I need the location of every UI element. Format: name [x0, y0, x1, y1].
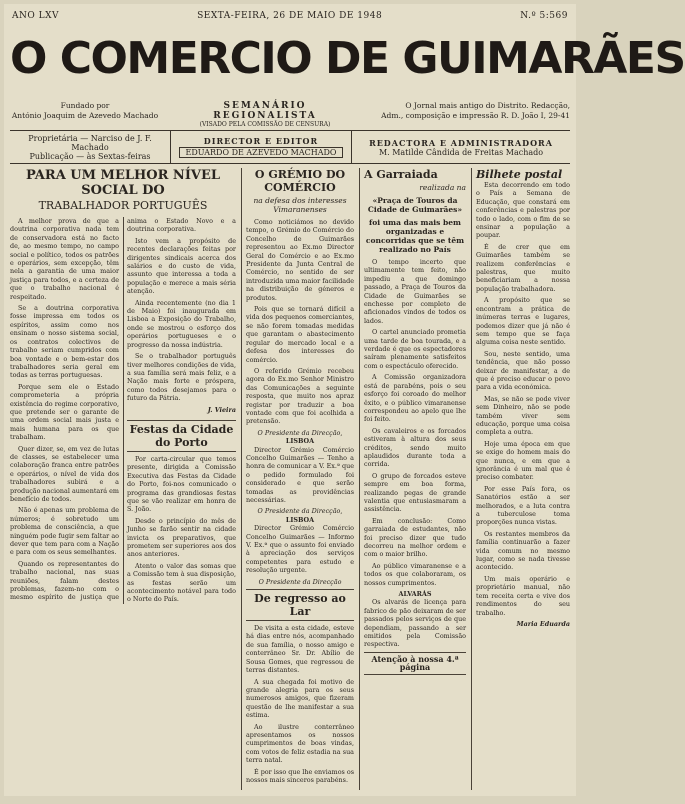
paragraph: Porque sem ele o Estado comprometeria a própria existência do regime corporativo, que pretende ser o garante de uma ordem social mais justa e mais humana para os que trabalham. — [10, 382, 119, 442]
garraiada-lead: foi uma das mais bem organizadas e concorridas que se têm realizado no País — [365, 218, 465, 254]
paragraph: Quando os representantes do trabalho nacional, nas suas reuniões, falam destes problemas, fazem-no com o mesmo espírito de justiça que anima o Estado Novo e a doutrina corporativa. — [10, 217, 236, 602]
article-bilhete — [476, 168, 570, 790]
paragraph: O referido Grémio recebeu agora do Ex.mo Senhor Ministro das Comunicações a seguinte resposta, que muito nos apraz registar por traduzir a boa vontade com que foi acolhida a pretensão. — [246, 366, 354, 426]
paragraph: Como noticiámos no devido tempo, o Grémio do Comércio do Concelho de Guimarães representou ao Ex.mo Director Geral do Comércio e ao Ex.mo Presidente da Junta Central de Comércio, no sentido de ser introduzida uma maior facilidade na distribuição de géneros e produtos. — [246, 218, 354, 302]
redaction-block — [352, 131, 570, 163]
column-rule — [359, 168, 360, 790]
oldest-note: O Jornal mais antigo do Distrito. Redacção, — [405, 101, 570, 110]
paragraph: A melhor prova de que a doutrina corporativa nada tem de conservadora está no facto de, ao mesmo tempo, no campo social e político, todos os patrões e operários, sem excepção, têm nela a garantia de uma maior justiça para todos, e a certeza de que o trabalho nacional é respeitado. — [10, 217, 119, 301]
dateline: LISBOA — [285, 437, 315, 446]
type-label: SEMANÁRIO REGIONALISTA — [213, 101, 317, 121]
festas-box — [127, 420, 236, 452]
director-name: EDUARDO DE AZEVEDO MACHADO — [179, 147, 343, 158]
paragraph: Por esse País fora, os Sanatórios estão a ser melhorados, e a luta contra a tuberculose toma proporções nunca vistas. — [476, 484, 570, 527]
paragraph: Os alvarás de licença para fabrico de pão deixaram de ser passados pelos serviços de que dependiam, passando a ser emitidos pela Comissão respectiva. — [364, 598, 466, 649]
gremio-signature: O Presidente da Direcção, — [257, 507, 343, 516]
paragraph: Quer dizer, se, em vez de lutas de classes, se estabelecer uma colaboração franca entre patrões e operários, o nível de vida dos trabalhadores subirá e a produção nacional aumentará em benefício de todos. — [10, 444, 119, 503]
publication-day: Publicação — às Sextas-feiras — [29, 151, 151, 161]
owner-block — [10, 131, 170, 163]
regresso-box — [246, 589, 354, 621]
festas-title: Festas da Cidade do Porto — [129, 422, 234, 449]
paragraph: Esta decorrendo em todo o País a Semana de Educação, que constará em conferências e palestras por todo o lado, com o fim de se ensinar a população a poupar. — [476, 181, 570, 240]
founder-name: António Joaquim de Azevedo Machado — [11, 111, 159, 120]
article-gremio — [246, 168, 354, 790]
paragraph: Ao público vimaranense e a todos os que colaboraram, os nossos cumprimentos. — [364, 561, 466, 587]
paragraph: O cartel anunciado prometia uma tarde de boa tourada, e a verdade é que os espectadores saíram plenamente satisfeitos com o espectáculo oferecido. — [364, 328, 466, 370]
article-garraiada — [364, 168, 466, 790]
gremio-signature: O Presidente da Direcção, — [257, 428, 343, 437]
column-rule — [471, 168, 472, 790]
issue-date: SEXTA-FEIRA, 26 DE MAIO DE 1948 — [197, 11, 383, 21]
paragraph: Hoje uma época em que se exige do homem mais do que nunca, e em que a ignorância é um mal que é preciso combater. — [476, 439, 570, 482]
paragraph: O tempo incerto que ultimamente tem feito, não impediu a que domingo passado, a Praça de Touros da Cidade de Guimarães se enchesse por completo de aficionados vindos de todos os lados. — [364, 258, 466, 325]
regresso-title: De regresso ao Lar — [254, 592, 346, 619]
article-main — [10, 168, 236, 790]
paragraph: Os restantes membros da família continuarão a fazer vida comum no mesmo lugar, como se nada tivesse acontecido. — [476, 529, 570, 572]
paragraph: É de crer que em Guimarães também se realizem conferências e palestras, que muito beneficiariam a nossa população trabalhadora. — [476, 242, 570, 293]
paragraph: Ainda recentemente (no dia 1 de Maio) foi inaugurada em Lisboa a Exposição do Trabalho, onde se mostrou o esforço dos operários portugueses e o progresso da nossa indústria. — [127, 298, 236, 349]
bilhete-title: Bilhete postal — [476, 168, 563, 181]
article-main-subtitle: TRABALHADOR PORTUGUÊS — [38, 199, 208, 212]
paragraph: Director Grémio Comércio Concelho Guimarães — Tenho a honra de comunicar a V. Ex.ª que o pedido formulado foi considerado e que serão tomadas as providências necessárias. — [246, 445, 354, 504]
paragraph: Isto vem a propósito de recentes declarações feitas por dirigentes sindicais acerca dos salários e do custo de vida, assunto que interessa a toda a população e merece a mais séria atenção. — [127, 236, 236, 296]
director-block — [170, 131, 352, 163]
article-main-signature: J. Vieira — [207, 405, 236, 414]
paragraph: Director Grémio Comércio Concelho Guimarães — Informo V. Ex.ª que o assunto foi enviado à apreciação dos serviços competentes para estudo e resolução urgente. — [246, 524, 354, 575]
paragraph: Ao ilustre conterrâneo apresentamos os nossos cumprimentos de boas vindas, com votos de feliz estadia na sua terra natal. — [246, 722, 354, 765]
gremio-subtitle: na defesa dos interesses Vimaranenses — [253, 196, 347, 214]
paragraph: Sou, neste sentido, uma tendência, que não posso deixar de manifestar, a de que é preciso educar o povo para a vida económica. — [476, 349, 570, 392]
redaction-name: M. Matilde Cândida de Freitas Machado — [378, 147, 544, 157]
header-line — [12, 8, 568, 24]
paragraph: Se o trabalhador português tiver melhores condições de vida, a sua família será mais feliz, e a Nação mais forte e próspera, como todos desejamos para o futuro da Pátria. — [127, 352, 236, 403]
issue-number: N.º 5:569 — [520, 11, 568, 21]
address-note: Adm., composição e impressão R. D. João I, 29-41 — [381, 111, 570, 120]
newspaper-page — [4, 4, 685, 796]
paragraph: Atento o valor das somas que a Comissão tem à sua disposição, as festas serão um acontecimento notável para todo o Norte do País. — [127, 561, 236, 604]
paragraph: A sua chegada foi motivo de grande alegria para os seus numerosos amigos, que fizeram questão de lhe manifestar a sua estima. — [246, 677, 354, 720]
paragraph: O grupo de forcados esteve sempre em boa forma, realizando pegas de grande valentia que entusiasmaram a assistência. — [364, 471, 466, 514]
type-note: (VISADO PELA COMISSÃO DE CENSURA) — [199, 121, 331, 128]
paragraph: Não é apenas um problema de números; é sobretudo um problema de consciência, a que ninguém pode fugir sem faltar ao dever que tem para com a Nação e para com os seus semelhantes. — [10, 506, 119, 557]
owner: Proprietária — Narciso de J. F. Machado — [28, 133, 152, 152]
paragraph: Por carta-circular que temos presente, dirigida a Comissão Executiva das Festas da Cidade do Porto, foi-nos comunicado o programa das grandiosas festas que se vão realizar em honra de S. João. — [127, 454, 236, 514]
paragraph: Mas, se não se pode viver sem Dinheiro, não se pode também viver sem educação, porque uma coisa completa a outra. — [476, 394, 570, 437]
article-main-title: PARA UM MELHOR NÍVEL SOCIAL DO — [25, 168, 221, 198]
gremio-title: O GRÉMIO DO COMÉRCIO — [254, 168, 346, 194]
paragraph: Um mais operário e proprietário manual, não tem receita certa e vive dos rendimentos do seu trabalho. — [476, 574, 570, 617]
paragraph: É por isso que lhe enviamos os nossos mais sinceros parabéns. — [246, 767, 354, 784]
masthead-title: O COMERCIO DE GUIMARÃES — [10, 33, 685, 84]
article-main-headline — [10, 168, 236, 213]
redaction-label: REDACTORA E ADMINISTRADORA — [369, 137, 553, 148]
paragraph: Pois que se tornará difícil a vida dos pequenos comerciantes, se não forem tomadas medidas que garantam o abastecimento regular do mercado local e a defesa dos interesses do comércio. — [246, 305, 354, 364]
paragraph: A propósito que se encontram a prática de inúmeras terras e lugares, podemos dizer que já não é sem tempo que se faça alguma coisa neste sentido. — [476, 296, 570, 347]
year: ANO LXV — [12, 11, 59, 21]
garraiada-subtitle: realizada na — [419, 183, 466, 192]
paragraph: A Comissão organizadora está de parabéns, pois o seu esforço foi coroado do melhor êxito, e o público vimaranense correspondeu ao apelo que lhe foi feito. — [364, 373, 466, 424]
director-label: DIRECTOR E EDITOR — [203, 135, 319, 146]
column-rule — [241, 168, 242, 790]
dateline: LISBOA — [285, 515, 315, 524]
page-notice: Atenção à nossa 4.ª página — [364, 652, 466, 675]
paragraph: De visita a esta cidade, esteve há dias entre nós, acompanhado de sua família, o nosso amigo e conterrâneo Sr. Dr. Abílio de Sousa Gomes, que regressou de terras distantes. — [246, 624, 354, 675]
paragraph: Desde o princípio do mês de Junho se farão sentir na cidade invicta os preparativos, que prometem ser superiores aos dos anos anteriores. — [127, 516, 236, 559]
gremio-signature: O Presidente da Direcção — [258, 577, 342, 586]
info-bar — [10, 130, 570, 164]
garraiada-title: A Garraiada — [364, 168, 438, 181]
alvaras-title: ALVARÁS — [398, 590, 432, 599]
paragraph: Se a doutrina corporativa fosse impressa em todos os espíritos, assim como nos ensinam o nosso sistema social, os contratos colectivos de trabalho seriam cumpridos com boa vontade e o bem-estar dos trabalhadores seria geral em todas as terras portuguesas. — [10, 304, 119, 380]
founder-label: Fundado por — [60, 101, 110, 110]
bilhete-signature: Maria Eduarda — [516, 619, 570, 628]
article-main-body — [10, 217, 236, 604]
columns — [10, 168, 570, 790]
garraiada-venue: «Praça de Touros da Cidade de Guimarães» — [367, 196, 463, 214]
paragraph: Os cavaleiros e os forcados estiveram à altura dos seus créditos, sendo muito aplaudidos durante toda a corrida. — [364, 426, 466, 469]
paragraph: Em conclusão: Como garraiada de estudantes, não foi preciso dizer que tudo decorreu na melhor ordem e com o maior brilho. — [364, 516, 466, 559]
